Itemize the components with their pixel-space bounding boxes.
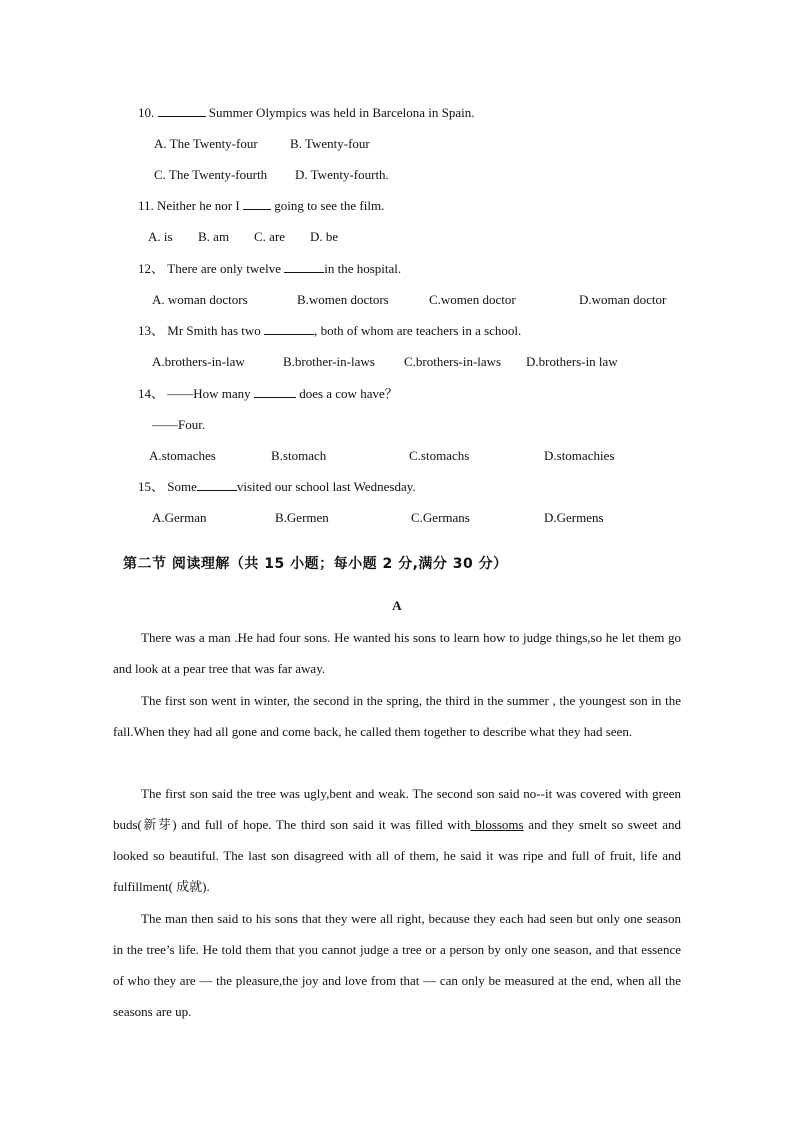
answer-blank [243,197,271,210]
answer-blank [284,260,324,273]
option-c: C.brothers-in-laws [404,354,502,369]
option-d: D.stomachies [544,448,615,463]
option-d: D. be [310,229,339,244]
option-a: A.stomaches [149,448,216,463]
passage-paragraph-4: The man then said to his sons that they were all right, because they each had seen but only one season in the tree’s life. He told them that you cannot judge a tree or a person by only one season, and that essence of who they are — the pleasure,the joy and love from that — can only be measured at the end, when all the seasons are up. [113,911,681,1019]
question-text: going to see the film. [270,198,385,213]
question-number: 15、 [138,479,165,494]
option-c: C.stomachs [409,448,470,463]
option-b: B.Germen [275,510,329,525]
question-13 [138,322,521,340]
option-a: A. The Twenty-four [154,136,258,151]
option-b: B.brother-in-laws [283,354,375,369]
paragraph-text: and they smelt so sweet and looked so beautiful. The last son disagreed with all of them, he said it was ripe and full of fruit, life and fulfillment( 成就). [113,817,681,894]
question-text: visited our school last Wednesday. [236,479,416,494]
option-c: C.Germans [411,510,470,525]
option-b: B.stomach [271,448,327,463]
answer-blank [197,478,237,491]
option-d: D. Twenty-fourth. [295,167,389,182]
option-a: A.German [152,510,207,525]
option-b: B. am [198,229,230,244]
question-12 [138,260,401,278]
underlined-word-blossoms: blossoms [470,817,524,832]
option-b: B.women doctors [297,292,389,307]
answer-blank [264,322,314,335]
option-a: A. is [148,229,173,244]
question-text: in the hospital. [324,261,402,276]
option-d: D.woman doctor [579,292,667,307]
question-15 [138,478,416,496]
question-text: Some [167,479,197,494]
option-d: D.brothers-in law [526,354,618,369]
question-number: 10. [138,105,155,120]
question-10 [138,104,474,122]
passage-paragraph-2: The first son went in winter, the second in the spring, the third in the summer , the youngest son in the fall.When they had all gone and come back, he called them together to describe what they had seen. [113,693,681,739]
option-b: B. Twenty-four [290,136,370,151]
option-d: D.Germens [544,510,604,525]
question-text: Summer Olympics was held in Barcelona in Spain. [205,105,475,120]
passage-paragraph-3 [113,778,681,902]
question-text: There are only twelve [167,261,285,276]
question-11 [138,197,384,215]
question-number: 11. [138,198,154,213]
option-c: C. are [254,229,286,244]
answer-blank [254,385,296,398]
question-number: 12、 [138,261,165,276]
option-c: C. The Twenty-fourth [154,167,268,182]
question-number: 13、 [138,323,165,338]
question-text: , both of whom are teachers in a school. [314,323,522,338]
answer-blank [158,104,206,117]
option-a: A.brothers-in-law [152,354,245,369]
option-a: A. woman doctors [152,292,248,307]
question-text: Mr Smith has two [167,323,265,338]
section-heading: 第二节 阅读理解（共 15 小题；每小题 2 分,满分 30 分） [123,556,508,572]
question-text: ——How many [167,386,254,401]
question-text: Neither he nor I [157,198,243,213]
question-14-reply: ——Four. [152,417,206,432]
question-14 [138,385,398,403]
passage-paragraph-1: There was a man .He had four sons. He wanted his sons to learn how to judge things,so he let them go and look at a pear tree that was far away. [113,630,681,676]
paragraph-text: The first son said the tree was ugly,bent and weak. The second son said no--it was covered with green buds(新芽) and full of hope. The third son said it was filled with [113,786,681,832]
question-number: 14、 [138,386,165,401]
question-text: does a cow have？ [295,386,398,401]
passage-title: A [392,598,402,613]
option-c: C.women doctor [429,292,516,307]
